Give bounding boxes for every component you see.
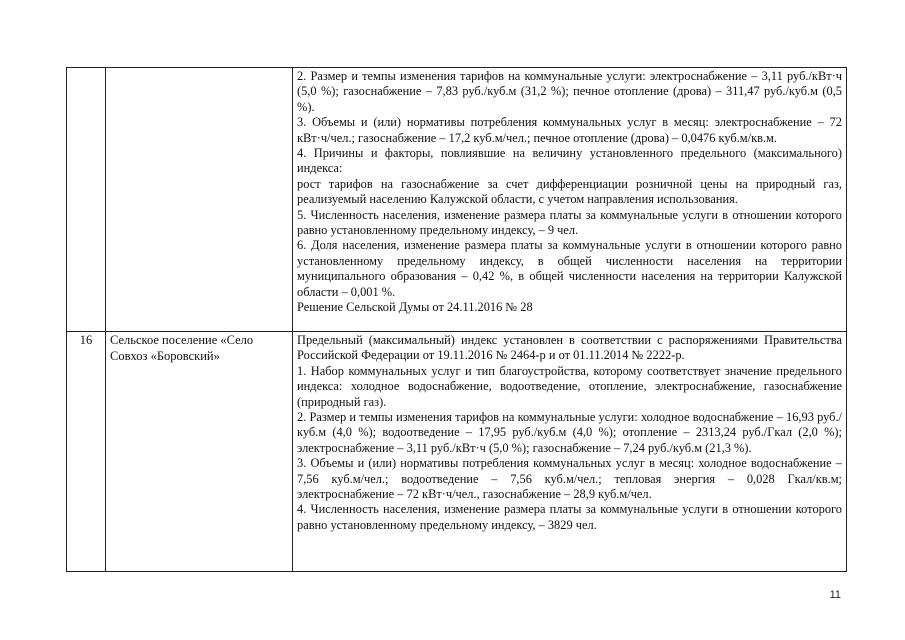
paragraph: 5. Численность населения, изменение размера платы за коммунальные услуги в отношении которого равно установленному предельному индексу, – 9 чел.: [297, 207, 842, 238]
description-cell: [293, 332, 847, 572]
paragraph: 3. Объемы и (или) нормативы потребления коммунальных услуг в месяц: холодное водоснабжение – 7,56 куб.м/чел.; водоотведение – 7,56 куб.м/чел.; тепловая энергия – 0,028 Гкал/кв.м; электроснабжение – 72 кВт·ч/чел., газоснабжение – 28,9 куб.м/чел.: [297, 456, 842, 502]
table-row: [67, 332, 847, 572]
page-number: 11: [829, 589, 841, 601]
paragraph: Предельный (максимальный) индекс установлен в соответствии с распоряжениями Правительства Российской Федерации от 19.11.2016 № 2464-р и от 01.11.2014 № 2222-р.: [297, 333, 842, 363]
row-number-cell: [67, 68, 106, 332]
decision-reference: Решение Сельской Думы от 24.11.2016 № 28: [297, 300, 533, 315]
paragraph: 1. Набор коммунальных услуг и тип благоустройства, которому соответствует значение предельного индекса: холодное водоснабжение, водоотведение, отопление, электроснабжение, газоснабжение (природный газ).: [297, 363, 842, 409]
tariff-table: [66, 67, 847, 572]
settlement-name-cell: Сельское поселение «Село Совхоз «Боровский»: [106, 332, 293, 572]
paragraph: 2. Размер и темпы изменения тарифов на коммунальные услуги: холодное водоснабжение – 16,93 руб./куб.м (4,0 %); водоотведение – 17,95 руб./куб.м (4,0 %); отопление – 2313,24 руб./Гкал (2,0 %); электроснабжение – 3,11 руб./кВт·ч (5,0 %); газоснабжение – 7,24 руб./куб.м (21,3 %).: [297, 410, 842, 455]
settlement-name-cell: [106, 68, 293, 332]
description-cell: [293, 68, 847, 332]
paragraph: 2. Размер и темпы изменения тарифов на коммунальные услуги: электроснабжение – 3,11 руб./кВт·ч (5,0 %); газоснабжение – 7,83 руб./куб.м (31,2 %); печное отопление (дрова) – 311,47 руб./куб.м (0,5 %).: [297, 69, 842, 114]
row-number-cell: 16: [67, 332, 106, 572]
paragraph: 4. Численность населения, изменение размера платы за коммунальные услуги в отношении которого равно установленному предельному индексу, – 3829 чел.: [297, 502, 842, 532]
paragraph: 3. Объемы и (или) нормативы потребления коммунальных услуг в месяц: электроснабжение – 72 кВт·ч/чел.; газоснабжение – 17,2 куб.м/чел.; печное отопление (дрова) – 0,0476 куб.м/кв.м.: [297, 115, 842, 145]
table-row: [67, 68, 847, 332]
paragraph: 6. Доля населения, изменение размера платы за коммунальные услуги в отношении которого равно установленному предельному индексу, в общей численности населения на территории муниципального образования – 0,42 %, в общей численности населения на территории Калужской области – 0,001 %.: [297, 238, 842, 299]
paragraph: рост тарифов на газоснабжение за счет дифференциации розничной цены на природный газ, реализуемый населению Калужской области, с учетом направления использования.: [297, 176, 842, 207]
paragraph: 4. Причины и факторы, повлиявшие на величину установленного предельного (максимального) индекса:: [297, 146, 842, 176]
